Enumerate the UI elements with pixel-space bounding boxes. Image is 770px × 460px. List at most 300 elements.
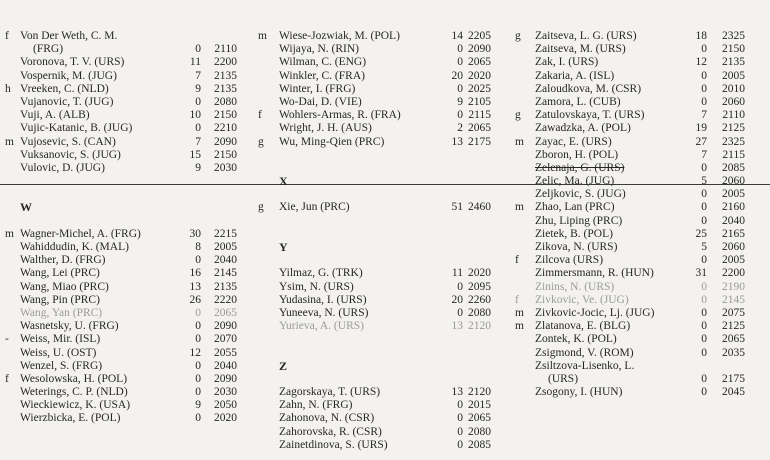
rating-value: 2075 xyxy=(722,306,745,319)
player-entry xyxy=(258,56,495,69)
games-count: 0 xyxy=(701,188,707,201)
rating-value: 2325 xyxy=(722,135,745,148)
player-entry xyxy=(515,188,749,201)
player-name: Wagner-Michel, A. (FRG) xyxy=(20,227,141,240)
rating-value: 2205 xyxy=(468,30,491,42)
games-count: 0 xyxy=(701,333,707,346)
games-count: 9 xyxy=(195,399,201,412)
player-entry xyxy=(258,70,495,83)
player-name: Wierzbicka, E. (POL) xyxy=(20,412,121,425)
rating-value: 2110 xyxy=(214,43,237,56)
games-count: 0 xyxy=(701,293,707,306)
spacer xyxy=(258,347,495,360)
player-entry xyxy=(515,149,749,162)
player-name: Zaloudkova, M. (CSR) xyxy=(535,82,642,95)
games-count: 0 xyxy=(195,254,201,267)
title-mark: f xyxy=(5,372,9,385)
rating-value: 2065 xyxy=(214,306,237,319)
rating-value: 2200 xyxy=(722,267,745,280)
rating-column-3 xyxy=(515,30,749,399)
player-name: Wijaya, N. (RIN) xyxy=(279,43,360,56)
rating-value: 2175 xyxy=(722,372,745,385)
title-mark: m xyxy=(258,30,267,42)
games-count: 11 xyxy=(451,267,463,280)
rating-value: 2135 xyxy=(214,69,237,82)
rating-value: 2145 xyxy=(722,293,745,306)
title-mark: f xyxy=(515,254,519,267)
player-name: Zietek, B. (POL) xyxy=(535,227,613,240)
player-entry xyxy=(515,175,749,188)
games-count: 0 xyxy=(701,346,707,359)
player-name: Yudasina, I. (URS) xyxy=(279,293,367,306)
player-entry xyxy=(5,241,241,254)
rating-value: 2145 xyxy=(214,267,237,280)
rating-value: 2015 xyxy=(468,399,491,412)
player-entry xyxy=(258,386,495,399)
games-count: 0 xyxy=(195,359,201,372)
player-name: Winter, I. (FRG) xyxy=(279,82,356,95)
rating-value: 2110 xyxy=(722,109,745,122)
player-entry xyxy=(5,149,241,162)
rating-value: 2150 xyxy=(722,43,745,56)
player-name: (URS) xyxy=(548,372,579,385)
player-name: Zagorskaya, T. (URS) xyxy=(279,386,381,399)
player-entry xyxy=(258,412,495,425)
games-count: 15 xyxy=(189,148,201,161)
rating-value: 2150 xyxy=(214,148,237,161)
rating-value: 2030 xyxy=(214,161,237,174)
player-entry xyxy=(258,307,495,320)
title-mark: m xyxy=(515,320,524,333)
rating-value: 2215 xyxy=(214,227,237,240)
player-entry xyxy=(515,294,749,307)
games-count: 0 xyxy=(701,254,707,267)
title-mark: g xyxy=(258,201,264,214)
rating-value: 2085 xyxy=(722,161,745,174)
player-name: Ysim, N. (URS) xyxy=(279,280,354,293)
rating-value: 2080 xyxy=(468,425,491,438)
player-name: Wenzel, S. (FRG) xyxy=(20,359,103,372)
games-count: 7 xyxy=(195,135,201,148)
player-name: Zilcova (URS) xyxy=(535,254,604,267)
player-entry xyxy=(5,70,241,83)
games-count: 11 xyxy=(189,56,201,69)
player-entry xyxy=(258,399,495,412)
section-letter: W xyxy=(20,200,32,215)
player-name: Wasnetsky, U. (FRG) xyxy=(20,320,119,333)
player-entry xyxy=(5,43,241,56)
player-name: Walther, D. (FRG) xyxy=(20,254,106,267)
title-mark: m xyxy=(5,227,14,240)
rating-value: 2080 xyxy=(214,95,237,108)
player-name: Yuneeva, N. (URS) xyxy=(279,306,369,319)
games-count: 0 xyxy=(457,82,463,95)
player-entry xyxy=(5,360,241,373)
player-name: Zsogony, I. (HUN) xyxy=(535,386,623,399)
games-count: 13 xyxy=(451,320,463,333)
games-count: 20 xyxy=(451,69,463,82)
player-name: Zainetdinova, S. (URS) xyxy=(279,438,388,451)
games-count: 2 xyxy=(457,122,463,135)
player-entry xyxy=(515,281,749,294)
player-name: Wang, Yan (PRC) xyxy=(20,306,103,319)
player-entry xyxy=(515,215,749,228)
player-name: Zeljkovic, S. (JUG) xyxy=(535,188,626,201)
rating-value: 2135 xyxy=(722,56,745,69)
games-count: 13 xyxy=(451,135,463,148)
title-mark: g xyxy=(515,109,521,122)
player-entry xyxy=(5,122,241,135)
player-name: Vujic-Katanic, B. (JUG) xyxy=(20,122,133,135)
player-entry xyxy=(5,399,241,412)
games-count: 16 xyxy=(189,267,201,280)
player-name: Zelic, Ma. (JUG) xyxy=(535,175,615,188)
games-count: 0 xyxy=(701,201,707,214)
player-name: Zikova, N. (URS) xyxy=(535,241,618,253)
rating-value: 2065 xyxy=(468,122,491,135)
player-entry xyxy=(5,30,241,43)
player-entry xyxy=(258,122,495,135)
games-count: 0 xyxy=(195,386,201,399)
player-entry xyxy=(515,201,749,214)
player-entry xyxy=(515,347,749,360)
player-entry xyxy=(515,96,749,109)
spacer xyxy=(258,215,495,228)
player-name: Wright, J. H. (AUS) xyxy=(279,122,372,135)
player-name: Yurieva, A. (URS) xyxy=(279,320,364,333)
rating-value: 2325 xyxy=(722,30,745,42)
player-entry xyxy=(5,228,241,241)
player-name: Weiss, U. (OST) xyxy=(20,346,97,359)
section-heading xyxy=(258,360,495,373)
player-entry xyxy=(515,386,749,399)
rating-value: 2005 xyxy=(722,188,745,201)
games-count: 5 xyxy=(701,241,707,253)
rating-value: 2150 xyxy=(214,109,237,122)
games-count: 0 xyxy=(195,306,201,319)
games-count: 5 xyxy=(701,175,707,188)
games-count: 9 xyxy=(457,95,463,108)
rating-value: 2135 xyxy=(214,82,237,95)
games-count: 0 xyxy=(701,372,707,385)
title-mark: m xyxy=(515,201,524,214)
player-entry xyxy=(515,122,749,135)
player-entry xyxy=(5,83,241,96)
rating-value: 2060 xyxy=(722,241,745,253)
spacer xyxy=(258,228,495,241)
player-entry xyxy=(258,83,495,96)
rating-value: 2050 xyxy=(214,399,237,412)
player-name: Vulovic, D. (JUG) xyxy=(20,161,105,174)
rating-value: 2090 xyxy=(214,135,237,148)
title-mark: f xyxy=(258,109,262,122)
games-count: 0 xyxy=(457,306,463,319)
games-count: 0 xyxy=(701,386,707,399)
title-mark: m xyxy=(515,306,524,319)
player-name: Zinins, N. (URS) xyxy=(535,280,615,293)
player-name: Zontek, K. (POL) xyxy=(535,333,617,346)
player-entry xyxy=(515,83,749,96)
player-entry xyxy=(258,109,495,122)
player-entry xyxy=(5,109,241,122)
games-count: 0 xyxy=(195,122,201,135)
player-entry xyxy=(5,96,241,109)
player-name: Vujanovic, T. (JUG) xyxy=(20,95,114,108)
player-name: Weterings, C. P. (NLD) xyxy=(20,386,128,399)
rating-value: 2010 xyxy=(722,82,745,95)
player-name: Vospernik, M. (JUG) xyxy=(20,69,117,82)
player-name: Wilman, C. (ENG) xyxy=(279,56,367,69)
games-count: 19 xyxy=(695,122,707,135)
player-name: Zamora, L. (CUB) xyxy=(535,95,621,108)
games-count: 0 xyxy=(701,69,707,82)
games-count: 18 xyxy=(695,30,707,42)
player-name: Zhao, Lan (PRC) xyxy=(535,201,615,214)
rating-value: 2005 xyxy=(722,254,745,267)
player-name: Wahiddudin, K. (MAL) xyxy=(20,241,129,253)
rating-value: 2125 xyxy=(722,320,745,333)
rating-value: 2125 xyxy=(722,122,745,135)
rating-value: 2135 xyxy=(214,280,237,293)
title-mark: m xyxy=(515,135,524,148)
player-name: Zboron, H. (POL) xyxy=(535,148,619,161)
player-name: Vuji, A. (ALB) xyxy=(20,109,90,122)
rating-value: 2200 xyxy=(214,56,237,69)
player-name: Vreeken, C. (NLD) xyxy=(20,82,109,95)
games-count: 25 xyxy=(695,227,707,240)
player-entry xyxy=(258,136,495,149)
games-count: 0 xyxy=(701,214,707,227)
player-name: Zivkovic-Jocic, Lj. (JUG) xyxy=(535,306,655,319)
player-name: Zahorovska, R. (CSR) xyxy=(279,425,382,438)
player-entry xyxy=(515,70,749,83)
player-name: Vujosevic, S. (CAN) xyxy=(20,135,116,148)
player-entry xyxy=(5,254,241,267)
games-count: 0 xyxy=(457,399,463,412)
player-entry xyxy=(5,333,241,346)
player-name: Yilmaz, G. (TRK) xyxy=(279,267,363,280)
rating-value: 2065 xyxy=(468,56,491,69)
player-name: Wieckiewicz, K. (USA) xyxy=(20,399,131,412)
games-count: 0 xyxy=(195,333,201,346)
player-entry xyxy=(515,320,749,333)
player-name: Zelenaja, G. (URS) xyxy=(535,161,625,174)
rating-value: 2210 xyxy=(214,122,237,135)
player-entry xyxy=(515,136,749,149)
games-count: 0 xyxy=(701,43,707,56)
rating-value: 2005 xyxy=(214,241,237,253)
games-count: 0 xyxy=(195,372,201,385)
title-mark: f xyxy=(5,30,9,42)
player-name: Wesolowska, H. (POL) xyxy=(20,372,128,385)
games-count: 0 xyxy=(195,320,201,333)
rating-column-2 xyxy=(258,30,495,452)
games-count: 20 xyxy=(451,293,463,306)
spacer xyxy=(5,215,241,228)
games-count: 7 xyxy=(701,148,707,161)
games-count: 51 xyxy=(451,201,463,214)
games-count: 14 xyxy=(451,30,463,42)
rating-value: 2160 xyxy=(722,201,745,214)
rating-value: 2070 xyxy=(214,333,237,346)
player-entry xyxy=(258,294,495,307)
section-letter: Y xyxy=(279,240,288,254)
spacer xyxy=(258,254,495,267)
player-name: Zakaria, A. (ISL) xyxy=(535,69,615,82)
player-entry xyxy=(258,320,495,333)
rating-value: 2060 xyxy=(722,95,745,108)
player-entry xyxy=(5,412,241,425)
rating-value: 2060 xyxy=(722,175,745,188)
games-count: 0 xyxy=(457,43,463,56)
rating-value: 2175 xyxy=(468,135,491,148)
player-entry xyxy=(258,96,495,109)
rating-value: 2115 xyxy=(722,148,745,161)
player-name: Von Der Weth, C. M. xyxy=(20,30,118,42)
rating-value: 2090 xyxy=(468,43,491,56)
spacer xyxy=(258,149,495,162)
games-count: 12 xyxy=(695,56,707,69)
rating-value: 2120 xyxy=(468,320,491,333)
games-count: 0 xyxy=(195,95,201,108)
player-name: Zayac, E. (URS) xyxy=(535,135,612,148)
player-name: Zimmersmann, R. (HUN) xyxy=(535,267,654,280)
rating-value: 2115 xyxy=(468,109,491,122)
player-entry xyxy=(5,267,241,280)
rating-value: 2020 xyxy=(468,267,491,280)
player-entry xyxy=(258,267,495,280)
player-entry xyxy=(5,294,241,307)
title-mark: g xyxy=(258,135,264,148)
player-entry xyxy=(258,426,495,439)
games-count: 0 xyxy=(701,280,707,293)
rating-value: 2165 xyxy=(722,227,745,240)
player-entry xyxy=(258,30,495,43)
rating-value: 2040 xyxy=(214,359,237,372)
player-name: Wohlers-Armas, R. (FRA) xyxy=(279,109,401,122)
rating-value: 2065 xyxy=(468,412,491,425)
rating-value: 2085 xyxy=(468,438,491,451)
player-entry xyxy=(5,56,241,69)
games-count: 0 xyxy=(701,306,707,319)
player-entry xyxy=(515,43,749,56)
player-name: Wang, Lei (PRC) xyxy=(20,267,100,280)
player-entry xyxy=(515,254,749,267)
player-name: Voronova, T. V. (URS) xyxy=(20,56,125,69)
player-entry xyxy=(515,333,749,346)
player-entry xyxy=(515,56,749,69)
games-count: 10 xyxy=(189,109,201,122)
spacer xyxy=(258,162,495,175)
rating-value: 2030 xyxy=(214,386,237,399)
player-entry xyxy=(5,320,241,333)
player-name: Wu, Ming-Qien (PRC) xyxy=(279,135,385,148)
spacer xyxy=(258,333,495,346)
player-name: Zahonova, N. (CSR) xyxy=(279,412,375,425)
games-count: 26 xyxy=(189,293,201,306)
games-count: 13 xyxy=(189,280,201,293)
player-entry xyxy=(515,373,749,386)
games-count: 0 xyxy=(457,425,463,438)
player-name: Zak, I. (URS) xyxy=(535,56,599,69)
rating-value: 2020 xyxy=(468,69,491,82)
player-entry xyxy=(515,267,749,280)
games-count: 12 xyxy=(189,346,201,359)
section-heading xyxy=(5,201,241,214)
title-mark: m xyxy=(5,135,14,148)
player-name: Zawadzka, A. (POL) xyxy=(535,122,631,135)
player-entry xyxy=(5,136,241,149)
games-count: 0 xyxy=(457,412,463,425)
rating-value: 2190 xyxy=(722,280,745,293)
title-mark: g xyxy=(515,30,521,42)
section-heading xyxy=(258,241,495,254)
player-name: Weiss, Mir. (ISL) xyxy=(20,333,101,346)
player-entry xyxy=(5,347,241,360)
rating-value: 2460 xyxy=(468,201,491,214)
rating-value: 2065 xyxy=(722,333,745,346)
games-count: 30 xyxy=(189,227,201,240)
rating-column-1 xyxy=(5,30,241,426)
rating-value: 2095 xyxy=(468,280,491,293)
games-count: 0 xyxy=(701,82,707,95)
player-name: Wang, Miao (PRC) xyxy=(20,280,109,293)
player-name: Zahn, N. (FRG) xyxy=(279,399,353,412)
player-name: (FRG) xyxy=(33,43,64,56)
rating-value: 2025 xyxy=(468,82,491,95)
games-count: 0 xyxy=(457,109,463,122)
player-entry xyxy=(515,228,749,241)
player-name: Winkler, C. (FRA) xyxy=(279,69,365,82)
spacer xyxy=(258,373,495,386)
player-entry xyxy=(5,373,241,386)
rating-value: 2055 xyxy=(214,346,237,359)
player-entry xyxy=(258,439,495,452)
player-entry xyxy=(258,201,495,214)
player-name: Zatulovskaya, T. (URS) xyxy=(535,109,645,122)
title-mark: - xyxy=(5,333,9,346)
games-count: 0 xyxy=(701,95,707,108)
games-count: 31 xyxy=(695,267,707,280)
games-count: 0 xyxy=(457,438,463,451)
games-count: 0 xyxy=(195,412,201,425)
games-count: 0 xyxy=(701,161,707,174)
player-entry xyxy=(515,162,749,175)
spacer xyxy=(258,188,495,201)
player-name: Wang, Pin (PRC) xyxy=(20,293,100,306)
games-count: 0 xyxy=(195,43,201,56)
rating-value: 2005 xyxy=(722,69,745,82)
player-name: Zaitseva, L. G. (URS) xyxy=(535,30,637,42)
section-letter: X xyxy=(279,174,288,189)
rating-value: 2045 xyxy=(722,386,745,399)
player-entry xyxy=(5,281,241,294)
rating-value: 2040 xyxy=(722,214,745,227)
player-name: Vuksanovic, S. (JUG) xyxy=(20,148,121,161)
spacer xyxy=(5,188,241,201)
player-entry xyxy=(258,281,495,294)
player-entry xyxy=(515,30,749,43)
player-name: Zsiltzova-Lisenko, L. xyxy=(535,359,635,372)
player-entry xyxy=(515,241,749,254)
games-count: 13 xyxy=(451,386,463,399)
player-name: Zlatanova, E. (BLG) xyxy=(535,320,631,333)
player-name: Wiese-Jozwiak, M. (POL) xyxy=(279,30,400,42)
player-name: Zaitseva, M. (URS) xyxy=(535,43,626,56)
player-entry xyxy=(5,307,241,320)
player-entry xyxy=(515,360,749,373)
player-name: Zivkovic, Ve. (JUG) xyxy=(535,293,629,306)
